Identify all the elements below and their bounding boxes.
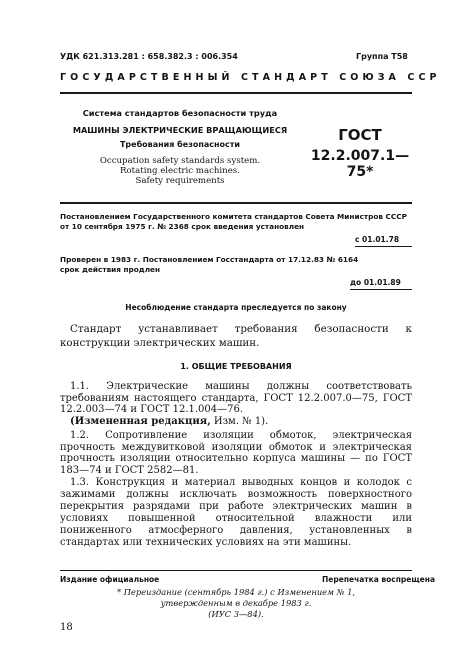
header-rule [60, 92, 412, 94]
intro-paragraph: Стандарт устанавливает требования безопасности к конструкции электрических машин. [60, 323, 412, 349]
paragraph-1-1-amendment [70, 416, 268, 427]
footnote-line-3: (ИУС 3—84). [208, 609, 264, 619]
decree-date-underline [355, 246, 412, 247]
title-left-column [60, 107, 300, 186]
paragraph-1-2: 1.2. Сопротивление изоляции обмоток, электрическая прочность междувитковой изоляции обмоток и электрическая прочность изоляции относительно корпуса машины — по ГОСТ 183—74 и ГОСТ 2582—81. [60, 430, 412, 477]
decree-date: с 01.01.78 [355, 235, 400, 244]
page-number: 18 [60, 622, 73, 633]
udk-code: УДК 621.313.281 : 658.382.3 : 006.354 [60, 52, 238, 61]
requirements-title: Требования безопасности [119, 140, 241, 149]
law-warning: Несоблюдение стандарта преследуется по закону [125, 303, 347, 312]
paragraph-1-3: 1.3. Конструкция и материал выводных концов и колодок с зажимами должны исключать возможность поверхностного перекрытия разрядами при работе электрических машин в условиях повышенной относительной влажности или пониженного атмосферного давления, установленных в стандартах или технических условиях на эти машины. [60, 477, 412, 548]
subject-title: МАШИНЫ ЭЛЕКТРИЧЕСКИЕ ВРАЩАЮЩИЕСЯ [72, 125, 288, 135]
decree-line-1: Постановлением Государственного комитета стандартов Совета Министров СССР [60, 212, 407, 221]
system-title: Система стандартов безопасности труда [82, 108, 278, 118]
title-block-rule [60, 202, 412, 204]
reissue-footnote [60, 587, 412, 620]
review-line-2: срок действия продлен [60, 265, 161, 274]
review-date: до 01.01.89 [350, 278, 401, 287]
amendment-label: (Измененная редакция, [70, 416, 211, 427]
official-edition-label: Издание официальное [60, 575, 160, 584]
english-title-2: Rotating electric machines. [120, 166, 240, 176]
gost-label: ГОСТ [338, 126, 382, 144]
footer-rule [60, 570, 412, 571]
amendment-ref: Изм. № 1). [210, 416, 269, 427]
decree-line-2: от 10 сентября 1975 г. № 2368 срок введения установлен [60, 222, 305, 231]
review-line-1: Проверен в 1983 г. Постановлением Госстандарта от 17.12.83 № 6164 [60, 255, 359, 264]
paragraph-1-1: 1.1. Электрические машины должны соответствовать требованиям настоящего стандарта, ГОСТ 12.2.007.0—75, ГОСТ 12.2.003—74 и ГОСТ 12.1.004—76. [60, 381, 412, 415]
english-title-3: Safety requirements [135, 176, 225, 186]
english-title-1: Occupation safety standards system. [99, 156, 261, 166]
group-code: Группа Т58 [356, 52, 408, 61]
reprint-prohibited-label: Перепечатка воспрещена [322, 575, 436, 584]
gost-number: 12.2.007.1—75* [310, 148, 410, 180]
section-1-heading: 1. ОБЩИЕ ТРЕБОВАНИЯ [180, 362, 292, 371]
review-date-underline [350, 289, 412, 290]
footnote-line-2: утвержденным в декабре 1983 г. [160, 598, 312, 608]
footnote-line-1: * Переиздание (сентябрь 1984 г.) с Изменением № 1, [116, 587, 356, 597]
state-standard-heading: ГОСУДАРСТВЕННЫЙ СТАНДАРТ СОЮЗА ССР [60, 72, 441, 83]
